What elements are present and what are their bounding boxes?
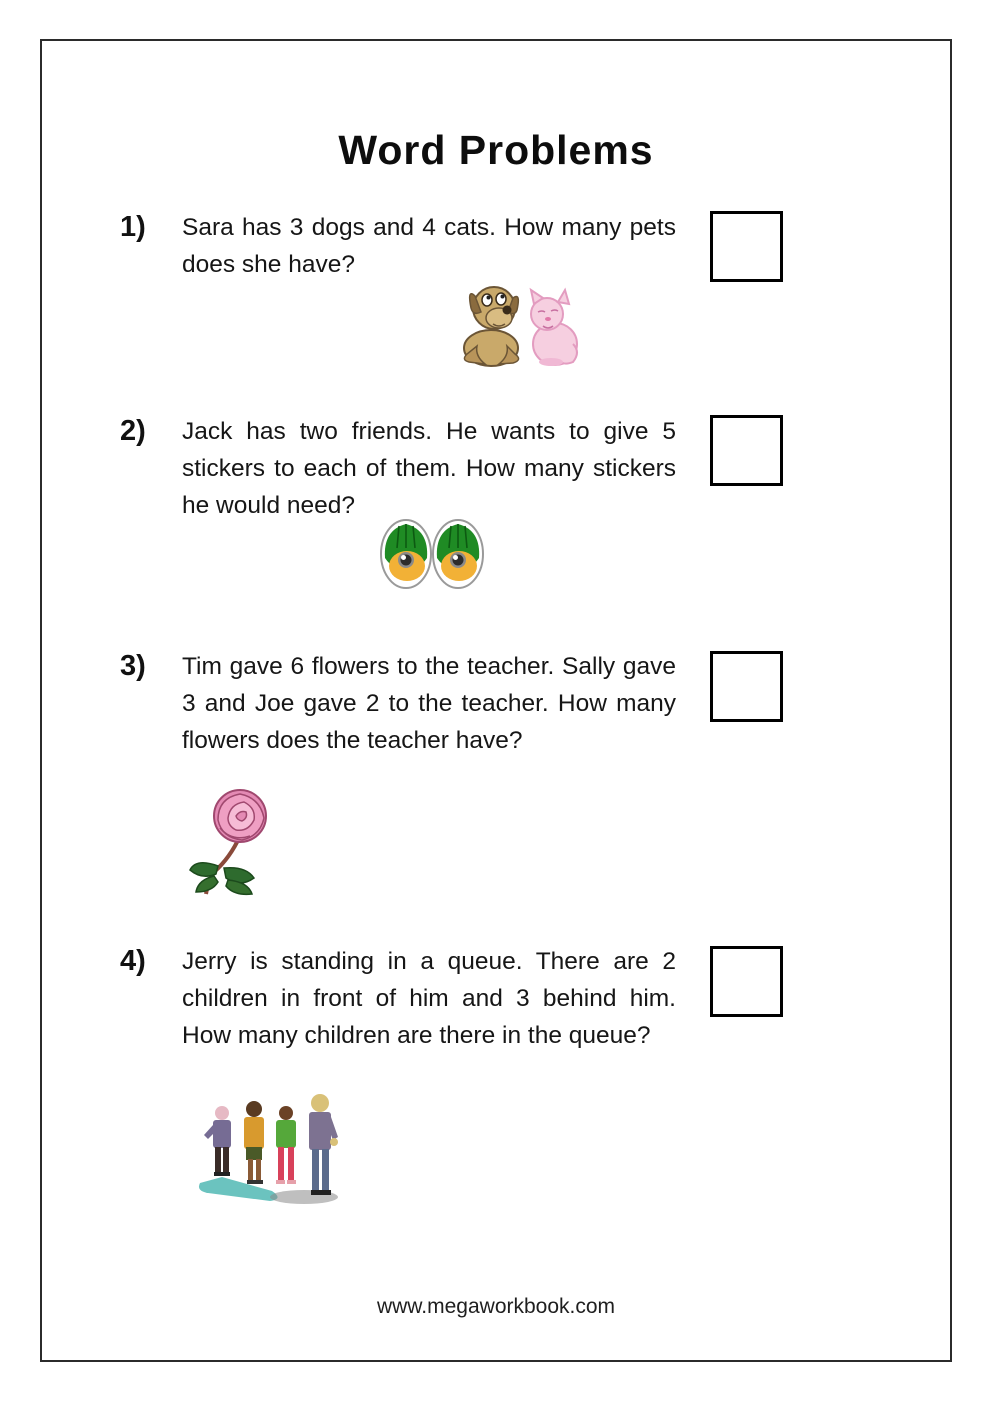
problem-2-number: 2) xyxy=(120,415,146,447)
problem-1-number: 1) xyxy=(120,211,146,243)
dog-and-cat-icon xyxy=(455,282,583,368)
problem-4-answer-box[interactable] xyxy=(710,946,783,1017)
problem-3-text: Tim gave 6 flowers to the teacher. Sally gave 3 and Joe gave 2 to the teacher. How many flowers does the teacher have? xyxy=(182,653,676,754)
problem-1-text: Sara has 3 dogs and 4 cats. How many pets does she have? xyxy=(182,214,676,278)
eye-stickers-icon xyxy=(379,518,485,590)
problem-3-number: 3) xyxy=(120,650,146,682)
problem-1-answer-box[interactable] xyxy=(710,211,783,282)
problem-4-number: 4) xyxy=(120,945,146,977)
problem-2-text: Jack has two friends. He wants to give 5 stickers to each of them. How many stickers he would need? xyxy=(182,418,676,519)
problem-2-answer-box[interactable] xyxy=(710,415,783,486)
children-queue-icon xyxy=(192,1087,346,1207)
worksheet-page xyxy=(40,39,952,1362)
website-url: www.megaworkbook.com xyxy=(376,1295,616,1318)
page-title: Word Problems xyxy=(338,127,654,173)
rose-flower-icon xyxy=(184,788,274,900)
problem-3-answer-box[interactable] xyxy=(710,651,783,722)
problem-4-text: Jerry is standing in a queue. There are 2 children in front of him and 3 behind him. How many children are there in the queue? xyxy=(182,948,676,1049)
